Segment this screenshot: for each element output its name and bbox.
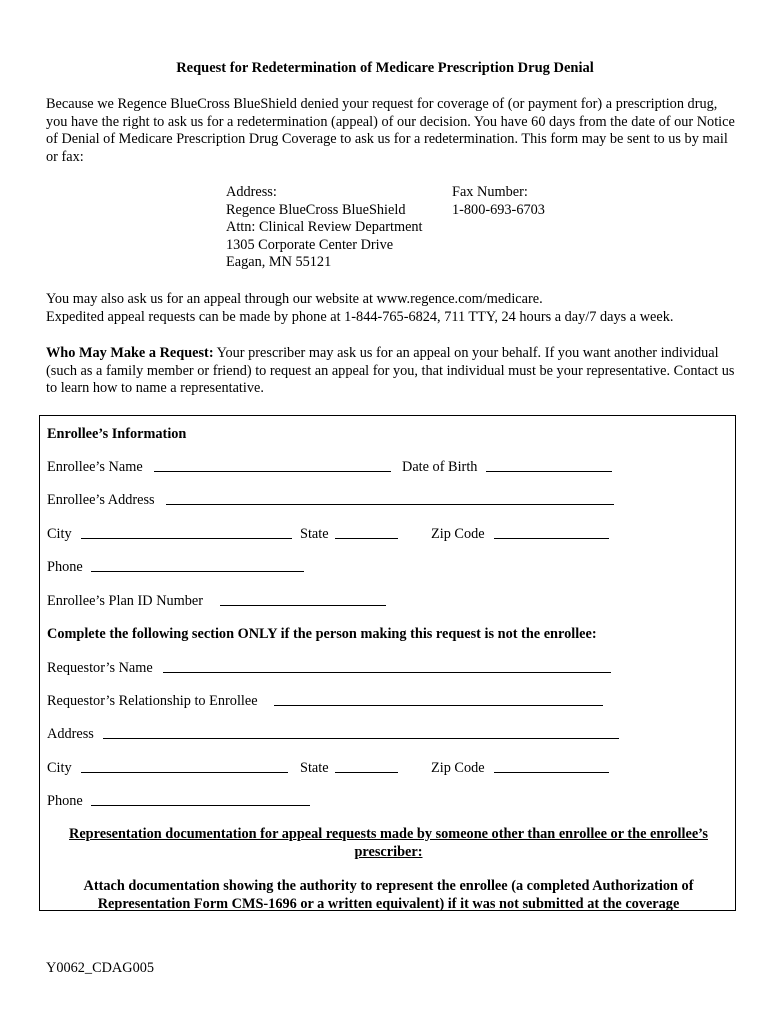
address-line: Attn: Clinical Review Department bbox=[226, 219, 423, 235]
requestor-phone-label: Phone bbox=[47, 793, 83, 809]
requestor-state-label: State bbox=[300, 760, 329, 776]
address-heading: Address: bbox=[226, 184, 277, 200]
requestor-section-heading: Complete the following section ONLY if the person making this request is not the enrollee: bbox=[47, 626, 597, 642]
phone-line: Expedited appeal requests can be made by phone at 1-844-765-6824, 711 TTY, 24 hours a day/7 days a week. bbox=[46, 308, 674, 325]
state-label: State bbox=[300, 526, 329, 542]
city-field[interactable] bbox=[81, 538, 292, 539]
plan-id-label: Enrollee’s Plan ID Number bbox=[47, 593, 204, 609]
dob-field[interactable] bbox=[486, 471, 612, 472]
enrollee-name-field[interactable] bbox=[154, 471, 391, 472]
mailing-address bbox=[226, 184, 423, 272]
fax-number: 1-800-693-6703 bbox=[452, 201, 545, 218]
attach-line: Representation Form CMS-1696 or a written equivalent) if it was not submitted at the coverage bbox=[97, 895, 680, 912]
website-line: You may also ask us for an appeal through our website at www.regence.com/medicare. bbox=[46, 291, 543, 307]
who-may-request bbox=[46, 345, 736, 398]
requestor-relationship-field[interactable] bbox=[274, 705, 603, 706]
requestor-address-field[interactable] bbox=[103, 738, 619, 739]
contact-info bbox=[46, 291, 736, 326]
zip-label: Zip Code bbox=[431, 526, 485, 542]
plan-id-field[interactable] bbox=[220, 605, 386, 606]
requestor-phone-field[interactable] bbox=[91, 805, 310, 806]
phone-field[interactable] bbox=[91, 571, 304, 572]
address-line: 1305 Corporate Center Drive bbox=[226, 236, 394, 253]
fax-info bbox=[452, 184, 545, 219]
requestor-state-field[interactable] bbox=[335, 772, 398, 773]
requestor-city-label: City bbox=[47, 760, 72, 776]
representation-heading bbox=[40, 826, 737, 861]
who-label: Who May Make a Request: bbox=[46, 345, 214, 361]
enrollee-section-heading: Enrollee’s Information bbox=[47, 426, 187, 442]
state-field[interactable] bbox=[335, 538, 398, 539]
form-code: Y0062_CDAG005 bbox=[46, 960, 155, 976]
enrollee-address-label: Enrollee’s Address bbox=[47, 492, 155, 508]
intro-paragraph: Because we Regence BlueCross BlueShield denied your request for coverage of (or payment for) a prescription drug, you have the right to ask us for a redetermination (appeal) of our decision. You have 60 days from the date of our Notice of Denial of Medicare Prescription Drug Coverage to ask us for a redetermination. This form may be sent to us by mail or fax: bbox=[46, 96, 735, 165]
enrollee-form-box bbox=[39, 415, 736, 911]
zip-field[interactable] bbox=[494, 538, 609, 539]
dob-label: Date of Birth bbox=[402, 459, 478, 475]
attach-instructions bbox=[40, 878, 737, 913]
requestor-address-label: Address bbox=[47, 726, 94, 742]
requestor-zip-label: Zip Code bbox=[431, 760, 485, 776]
requestor-relationship-label: Requestor’s Relationship to Enrollee bbox=[47, 693, 258, 709]
enrollee-address-field[interactable] bbox=[166, 504, 614, 505]
fax-heading: Fax Number: bbox=[452, 184, 528, 200]
attach-line: Attach documentation showing the authority to represent the enrollee (a completed Authorization of bbox=[83, 878, 694, 894]
address-line: Eagan, MN 55121 bbox=[226, 254, 332, 270]
enrollee-name-label: Enrollee’s Name bbox=[47, 459, 143, 475]
requestor-city-field[interactable] bbox=[81, 772, 288, 773]
form-title: Request for Redetermination of Medicare Prescription Drug Denial bbox=[176, 60, 594, 76]
city-label: City bbox=[47, 526, 72, 542]
requestor-zip-field[interactable] bbox=[494, 772, 609, 773]
address-line: Regence BlueCross BlueShield bbox=[226, 201, 406, 218]
who-text: Your prescriber may ask us for an appeal on your behalf. If you want another individual (such as a family member or friend) to request an appeal for you, that individual must be your representative. Contact us to learn how to name a representative. bbox=[46, 345, 735, 397]
phone-label: Phone bbox=[47, 559, 83, 575]
representation-line: Representation documentation for appeal requests made by someone other than enrollee or the enrollee’s bbox=[69, 826, 708, 842]
requestor-name-label: Requestor’s Name bbox=[47, 660, 153, 676]
representation-line: prescriber: bbox=[354, 843, 423, 860]
requestor-name-field[interactable] bbox=[163, 672, 611, 673]
